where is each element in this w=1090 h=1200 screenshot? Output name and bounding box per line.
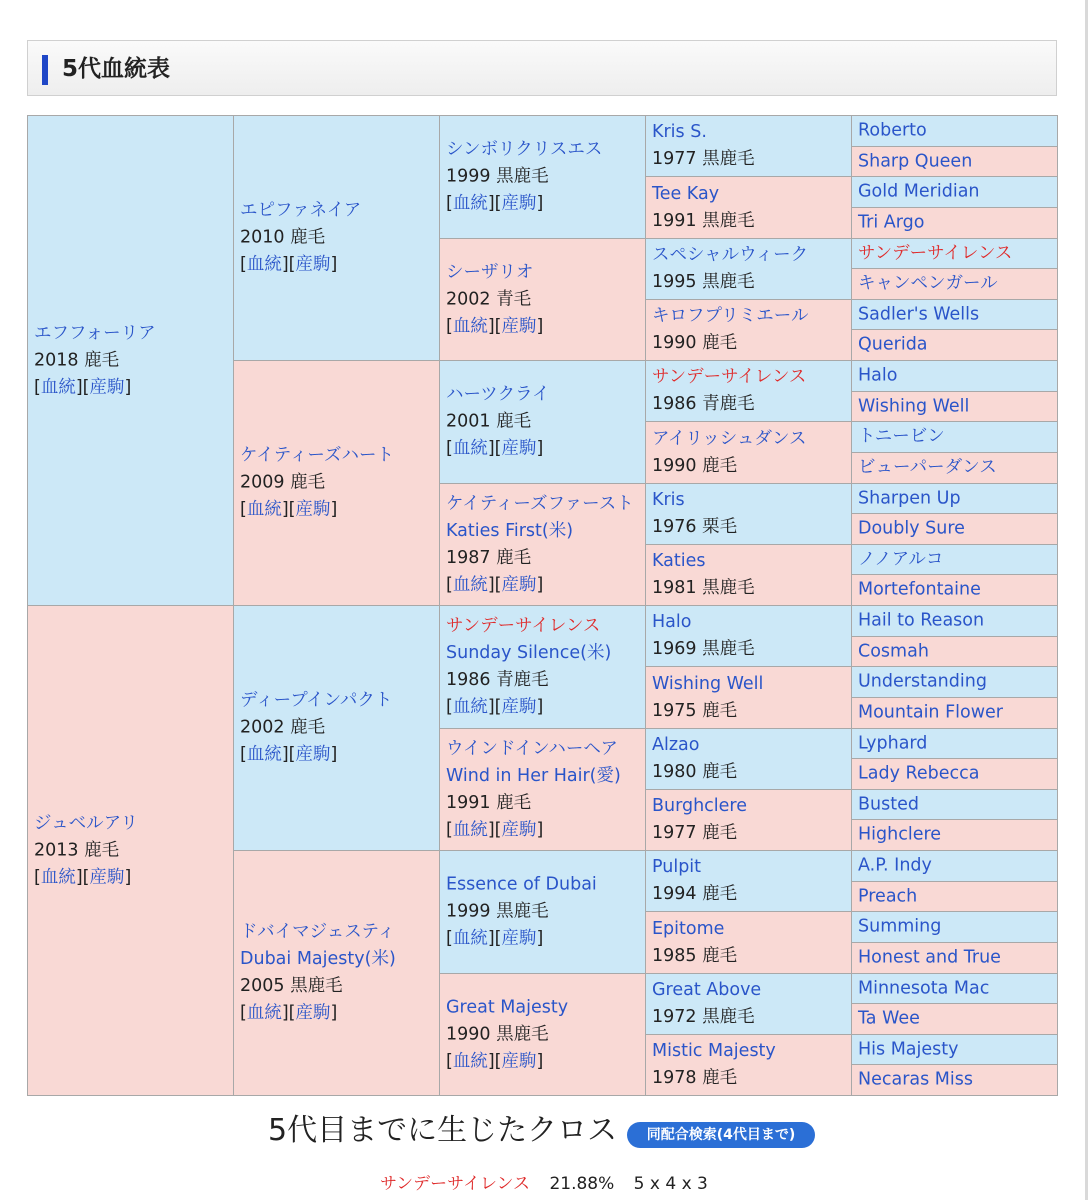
pedigree-cell-gen3 — [439, 728, 646, 851]
horse-links: [血統][産駒] — [446, 1051, 544, 1071]
horse-birth-info: 2009 鹿毛 — [240, 472, 326, 493]
pedigree-cell-gen4 — [645, 360, 852, 422]
cell-content — [858, 1067, 1051, 1094]
pedigree-cell-gen2 — [233, 850, 440, 1096]
horse-birth-info: 1999 黒鹿毛 — [446, 166, 549, 187]
horse-birth-info: 2001 鹿毛 — [446, 411, 532, 432]
horse-name-link[interactable]: A.P. Indy — [858, 855, 932, 876]
pedigree-cell-gen5 — [851, 758, 1058, 790]
pedigree-cell-gen3 — [439, 850, 646, 974]
horse-name-link[interactable]: Katies — [652, 551, 706, 571]
horse-links: [血統][産駒] — [34, 377, 132, 397]
pedigree-link[interactable]: 血統 — [246, 254, 282, 275]
pedigree-cell-gen5 — [851, 483, 1058, 514]
cell-content — [446, 382, 639, 463]
horse-name-link[interactable]: ハーツクライ — [446, 384, 550, 405]
cell-content — [858, 669, 1051, 696]
horse-english-name-link[interactable]: Sunday Silence(米) — [446, 643, 612, 663]
horse-birth-info: 1987 鹿毛 — [446, 547, 532, 568]
page-edge — [1085, 0, 1088, 1200]
horse-name-link[interactable]: ノノアルコ — [858, 549, 944, 569]
cell-content — [858, 301, 1051, 328]
pedigree-link[interactable]: 血統 — [452, 438, 488, 459]
pedigree-cell-gen5 — [851, 176, 1058, 208]
horse-links: [血統][産駒] — [446, 819, 544, 840]
offspring-link[interactable]: 産駒 — [501, 316, 537, 336]
pedigree-cell-gen4 — [645, 544, 852, 606]
pedigree-cell-gen4 — [645, 483, 852, 545]
cell-content — [446, 613, 639, 721]
horse-name-link[interactable]: エピファネイア — [240, 200, 362, 221]
pedigree-cell-gen4 — [645, 1034, 852, 1096]
pedigree-cell-gen5 — [851, 329, 1058, 361]
cross-percent: 21.88% — [549, 1174, 615, 1194]
cell-content — [652, 426, 845, 480]
pedigree-link[interactable]: 血統 — [452, 819, 488, 840]
horse-name-link[interactable]: Gold Meridian — [858, 181, 980, 202]
cell-content — [446, 994, 639, 1075]
horse-name-link[interactable]: Wishing Well — [652, 673, 764, 694]
pedigree-cell-gen5 — [851, 1064, 1058, 1096]
pedigree-cell-gen5 — [851, 544, 1058, 575]
horse-links: [血統][産駒] — [34, 867, 132, 887]
horse-links: [血統][産駒] — [446, 193, 544, 214]
horse-links: [血統][産駒] — [446, 438, 544, 459]
horse-name-link[interactable]: Halo — [652, 612, 692, 632]
horse-birth-info: 2002 青毛 — [446, 289, 532, 309]
cell-content — [446, 259, 639, 340]
horse-name-link[interactable]: ビューパーダンス — [858, 457, 997, 478]
cell-content — [858, 761, 1051, 788]
horse-name-link[interactable]: ケイティーズハート — [240, 445, 394, 466]
cell-content — [858, 363, 1051, 390]
pedigree-cell-gen5 — [851, 973, 1058, 1004]
horse-name-link[interactable]: Highclere — [858, 824, 942, 845]
offspring-link[interactable]: 産駒 — [501, 928, 537, 949]
horse-name-link[interactable]: Tee Kay — [652, 183, 720, 204]
pedigree-cell-gen1 — [27, 605, 234, 1096]
horse-birth-info: 2013 鹿毛 — [34, 840, 120, 860]
pedigree-link[interactable]: 血統 — [40, 867, 76, 887]
cell-content — [858, 424, 1051, 451]
cell-content — [446, 736, 639, 844]
horse-name-link[interactable]: エフフォーリア — [34, 323, 156, 343]
pedigree-cell-gen4 — [645, 666, 852, 729]
cell-content — [652, 609, 845, 663]
horse-birth-info: 1981 黒鹿毛 — [652, 578, 755, 598]
cell-content — [858, 730, 1051, 757]
cell-content — [858, 1006, 1051, 1033]
cell-content — [858, 914, 1051, 941]
pedigree-cell-gen5 — [851, 452, 1058, 484]
pedigree-cell-gen4 — [645, 115, 852, 177]
cell-content — [446, 137, 639, 218]
offspring-link[interactable]: 産駒 — [501, 438, 537, 459]
horse-birth-info: 1975 鹿毛 — [652, 700, 738, 721]
cell-content — [858, 271, 1051, 298]
pedigree-cell-gen2 — [233, 360, 440, 606]
horse-birth-info: 1986 青鹿毛 — [652, 394, 755, 414]
horse-name-link[interactable]: His Majesty — [858, 1039, 959, 1059]
pedigree-cell-gen4 — [645, 911, 852, 974]
pedigree-link[interactable]: 血統 — [246, 499, 282, 520]
horse-name-link[interactable]: Mortefontaine — [858, 579, 981, 600]
pedigree-link[interactable]: 血統 — [452, 697, 488, 717]
horse-name-link[interactable]: Sharpen Up — [858, 488, 961, 508]
horse-english-name-link[interactable]: Katies First(米) — [446, 520, 574, 541]
header-accent-bar — [42, 55, 48, 85]
horse-name-link[interactable]: Roberto — [858, 120, 927, 141]
offspring-link[interactable]: 産駒 — [501, 819, 537, 840]
cell-content — [858, 240, 1051, 267]
pedigree-cell-gen5 — [851, 299, 1058, 330]
cell-content — [34, 810, 227, 891]
horse-name-link[interactable]: Tri Argo — [858, 212, 925, 233]
pedigree-cell-gen5 — [851, 666, 1058, 698]
horse-name-link[interactable]: Cosmah — [858, 641, 929, 661]
pedigree-cell-gen2 — [233, 605, 440, 851]
horse-name-link[interactable]: ドバイマジェスティ — [240, 922, 396, 942]
pedigree-cell-gen5 — [851, 574, 1058, 606]
horse-birth-info: 1986 青鹿毛 — [446, 670, 549, 690]
same-mating-search-button[interactable]: 同配合検索(4代目まで) — [627, 1122, 815, 1148]
pedigree-link[interactable]: 血統 — [452, 316, 488, 336]
cell-content — [652, 1038, 845, 1092]
horse-name-link[interactable]: Doubly Sure — [858, 518, 965, 539]
pedigree-cell-gen5 — [851, 636, 1058, 667]
horse-name-link[interactable]: Ta Wee — [858, 1008, 920, 1029]
offspring-link[interactable]: 産駒 — [89, 377, 125, 397]
cell-content — [652, 793, 845, 847]
horse-birth-info: 1994 鹿毛 — [652, 884, 738, 904]
pedigree-cell-gen5 — [851, 911, 1058, 943]
horse-birth-info: 1977 鹿毛 — [652, 823, 738, 843]
horse-name-link[interactable]: ウインドインハーヘア — [446, 738, 618, 759]
horse-name-link[interactable]: サンデーサイレンス — [858, 243, 1013, 263]
pedigree-cell-gen4 — [645, 605, 852, 667]
horse-name-link[interactable]: Mistic Majesty — [652, 1041, 776, 1061]
horse-name-link[interactable]: サンデーサイレンス — [652, 367, 807, 387]
pedigree-cell-gen4 — [645, 176, 852, 239]
horse-name-link[interactable]: Honest and True — [858, 947, 1001, 968]
pedigree-cell-gen5 — [851, 513, 1058, 545]
cell-content — [34, 320, 227, 401]
horse-birth-info: 1980 鹿毛 — [652, 762, 738, 782]
cell-content — [858, 975, 1051, 1002]
cell-content — [858, 148, 1051, 175]
pedigree-cell-gen4 — [645, 973, 852, 1035]
horse-birth-info: 1977 黒鹿毛 — [652, 149, 755, 169]
horse-name-link[interactable]: Busted — [858, 794, 919, 814]
pedigree-cell-gen1 — [27, 115, 234, 606]
horse-name-link[interactable]: Mountain Flower — [858, 702, 1003, 723]
pedigree-link[interactable]: 血統 — [452, 193, 488, 214]
cell-content — [652, 548, 845, 602]
pedigree-cell-gen5 — [851, 881, 1058, 912]
pedigree-cell-gen5 — [851, 146, 1058, 177]
cross-row — [380, 1172, 708, 1196]
pedigree-cell-gen3 — [439, 360, 646, 484]
cell-content — [858, 393, 1051, 420]
cell-content — [652, 854, 845, 908]
cell-content — [652, 119, 845, 173]
pedigree-cell-gen5 — [851, 819, 1058, 851]
cross-generations: 5 x 4 x 3 — [633, 1174, 708, 1194]
horse-name-link[interactable]: Pulpit — [652, 857, 702, 877]
horse-name-link[interactable]: Wishing Well — [858, 396, 970, 416]
cell-content — [652, 977, 845, 1031]
horse-name-link[interactable]: Epitome — [652, 918, 725, 939]
pedigree-cell-gen5 — [851, 789, 1058, 820]
offspring-link[interactable]: 産駒 — [501, 697, 537, 717]
horse-birth-info: 1995 黒鹿毛 — [652, 272, 755, 292]
pedigree-cell-gen4 — [645, 238, 852, 300]
horse-name-link[interactable]: Lady Rebecca — [858, 763, 980, 784]
pedigree-link[interactable]: 血統 — [246, 1003, 282, 1023]
horse-name-link[interactable]: Halo — [858, 365, 898, 386]
cell-content — [858, 638, 1051, 665]
section-header — [27, 40, 1057, 96]
horse-birth-info: 1978 鹿毛 — [652, 1068, 738, 1088]
cell-content — [858, 546, 1051, 573]
pedigree-cell-gen5 — [851, 421, 1058, 453]
horse-name-link[interactable]: Kris S. — [652, 122, 707, 142]
cell-content — [858, 516, 1051, 543]
horse-name-link[interactable]: アイリッシュダンス — [652, 428, 807, 449]
horse-name-link[interactable]: Great Above — [652, 980, 762, 1000]
cell-content — [240, 919, 433, 1027]
pedigree-cell-gen4 — [645, 728, 852, 790]
horse-name-link[interactable]: Great Majesty — [446, 997, 569, 1017]
horse-birth-info: 1969 黒鹿毛 — [652, 639, 755, 659]
cell-content — [446, 872, 639, 953]
pedigree-cell-gen3 — [439, 238, 646, 361]
horse-name-link[interactable]: Hail to Reason — [858, 610, 985, 631]
horse-name-link[interactable]: ケイティーズファースト — [446, 493, 634, 514]
offspring-link[interactable]: 産駒 — [501, 1051, 537, 1071]
horse-links: [血統][産駒] — [240, 499, 338, 520]
horse-name-link[interactable]: Understanding — [858, 671, 987, 692]
horse-name-link[interactable]: キャンペンガール — [858, 273, 998, 294]
horse-birth-info: 1991 黒鹿毛 — [652, 210, 755, 231]
pedigree-link[interactable]: 血統 — [452, 574, 488, 595]
cross-title: 5代目までに生じたクロス — [268, 1113, 618, 1148]
cell-content — [858, 118, 1051, 145]
horse-name-link[interactable]: ディープインパクト — [240, 690, 393, 711]
horse-name-link[interactable]: シーザリオ — [446, 262, 534, 282]
cell-content — [858, 945, 1051, 972]
horse-links: [血統][産駒] — [446, 697, 544, 717]
horse-birth-info: 2005 黒鹿毛 — [240, 976, 343, 996]
horse-links: [血統][産駒] — [446, 316, 544, 336]
pedigree-cell-gen3 — [439, 973, 646, 1096]
horse-birth-info: 1991 鹿毛 — [446, 792, 532, 813]
cell-content — [652, 364, 845, 418]
horse-links: [血統][産駒] — [446, 928, 544, 949]
horse-name-link[interactable]: Summing — [858, 916, 942, 937]
pedigree-cell-gen5 — [851, 605, 1058, 637]
cell-content — [652, 671, 845, 725]
cell-content — [858, 577, 1051, 604]
cell-content — [858, 791, 1051, 818]
horse-english-name-link[interactable]: Dubai Majesty(米) — [240, 949, 396, 969]
pedigree-cell-gen5 — [851, 207, 1058, 239]
cell-content — [858, 485, 1051, 512]
cell-content — [446, 491, 639, 599]
horse-name-link[interactable]: Preach — [858, 886, 918, 906]
cell-content — [858, 608, 1051, 635]
horse-english-name-link[interactable]: Wind in Her Hair(愛) — [446, 765, 621, 786]
offspring-link[interactable]: 産駒 — [89, 867, 125, 887]
horse-name-link[interactable]: Minnesota Mac — [858, 978, 990, 998]
horse-links: [血統][産駒] — [240, 1003, 338, 1023]
horse-name-link[interactable]: スペシャルウィーク — [652, 245, 809, 265]
pedigree-cell-gen2 — [233, 115, 440, 361]
pedigree-link[interactable]: 血統 — [246, 744, 282, 765]
cell-content — [858, 455, 1051, 482]
pedigree-cell-gen5 — [851, 728, 1058, 759]
pedigree-cell-gen5 — [851, 268, 1058, 300]
pedigree-table — [27, 115, 1058, 1095]
cell-content — [858, 853, 1051, 880]
horse-name-link[interactable]: Querida — [858, 334, 928, 355]
pedigree-cell-gen5 — [851, 697, 1058, 729]
cell-content — [858, 883, 1051, 910]
pedigree-link[interactable]: 血統 — [40, 377, 76, 397]
pedigree-cell-gen5 — [851, 942, 1058, 974]
horse-name-link[interactable]: Sharp Queen — [858, 151, 973, 171]
horse-name-link[interactable]: Alzao — [652, 735, 700, 755]
horse-links: [血統][産駒] — [240, 744, 338, 765]
horse-birth-info: 1972 黒鹿毛 — [652, 1007, 755, 1027]
horse-name-link[interactable]: Kris — [652, 490, 685, 510]
pedigree-cell-gen5 — [851, 1003, 1058, 1035]
horse-birth-info: 1990 鹿毛 — [652, 333, 738, 353]
cell-content — [240, 198, 433, 279]
cell-content — [858, 1036, 1051, 1063]
pedigree-link[interactable]: 血統 — [452, 928, 488, 949]
pedigree-cell-gen5 — [851, 391, 1058, 422]
horse-name-link[interactable]: キロフプリミエール — [652, 306, 809, 326]
cell-content — [858, 822, 1051, 849]
offspring-link[interactable]: 産駒 — [295, 1003, 331, 1023]
cell-content — [652, 242, 845, 296]
cell-content — [652, 916, 845, 970]
section-title: 5代血統表 — [62, 56, 171, 82]
cell-content — [652, 181, 845, 235]
pedigree-cell-gen4 — [645, 850, 852, 912]
pedigree-cell-gen4 — [645, 421, 852, 484]
offspring-link[interactable]: 産駒 — [295, 744, 331, 765]
horse-name-link[interactable]: シンボリクリスエス — [446, 139, 603, 160]
pedigree-cell-gen5 — [851, 1034, 1058, 1065]
cell-content — [858, 700, 1051, 727]
horse-name-link[interactable]: Burghclere — [652, 796, 748, 816]
offspring-link[interactable]: 産駒 — [295, 499, 331, 520]
cell-content — [652, 303, 845, 357]
offspring-link[interactable]: 産駒 — [501, 193, 537, 214]
horse-name-link[interactable]: トニービン — [858, 426, 945, 447]
horse-name-link[interactable]: Lyphard — [858, 733, 928, 753]
horse-birth-info: 1999 黒鹿毛 — [446, 901, 549, 922]
horse-links: [血統][産駒] — [446, 574, 544, 595]
cell-content — [858, 332, 1051, 359]
offspring-link[interactable]: 産駒 — [295, 254, 331, 275]
pedigree-cell-gen3 — [439, 483, 646, 606]
pedigree-cell-gen3 — [439, 605, 646, 729]
cell-content — [240, 443, 433, 524]
cell-content — [858, 210, 1051, 237]
pedigree-cell-gen5 — [851, 360, 1058, 392]
pedigree-cell-gen4 — [645, 299, 852, 361]
horse-birth-info: 1990 鹿毛 — [652, 455, 738, 476]
horse-birth-info: 1985 鹿毛 — [652, 945, 738, 966]
cell-content — [652, 487, 845, 541]
pedigree-link[interactable]: 血統 — [452, 1051, 488, 1071]
horse-birth-info: 1990 黒鹿毛 — [446, 1024, 549, 1044]
horse-name-link[interactable]: Necaras Miss — [858, 1069, 973, 1090]
horse-links: [血統][産駒] — [240, 254, 338, 275]
horse-birth-info: 2010 鹿毛 — [240, 227, 326, 248]
horse-birth-info: 2018 鹿毛 — [34, 350, 120, 370]
cell-content — [240, 688, 433, 769]
horse-name-link[interactable]: サンデーサイレンス — [446, 616, 601, 636]
horse-name-link[interactable]: Sadler's Wells — [858, 304, 980, 324]
cell-content — [652, 732, 845, 786]
horse-name-link[interactable]: ジュベルアリ — [34, 813, 138, 833]
pedigree-cell-gen5 — [851, 850, 1058, 882]
pedigree-cell-gen3 — [439, 115, 646, 239]
horse-birth-info: 1976 栗毛 — [652, 517, 738, 537]
cell-content — [858, 179, 1051, 206]
horse-birth-info: 2002 鹿毛 — [240, 717, 326, 738]
cross-horse-name[interactable]: サンデーサイレンス — [380, 1174, 531, 1194]
pedigree-cell-gen4 — [645, 789, 852, 851]
pedigree-cell-gen5 — [851, 115, 1058, 147]
pedigree-cell-gen5 — [851, 238, 1058, 269]
offspring-link[interactable]: 産駒 — [501, 574, 537, 595]
horse-name-link[interactable]: Essence of Dubai — [446, 874, 597, 895]
